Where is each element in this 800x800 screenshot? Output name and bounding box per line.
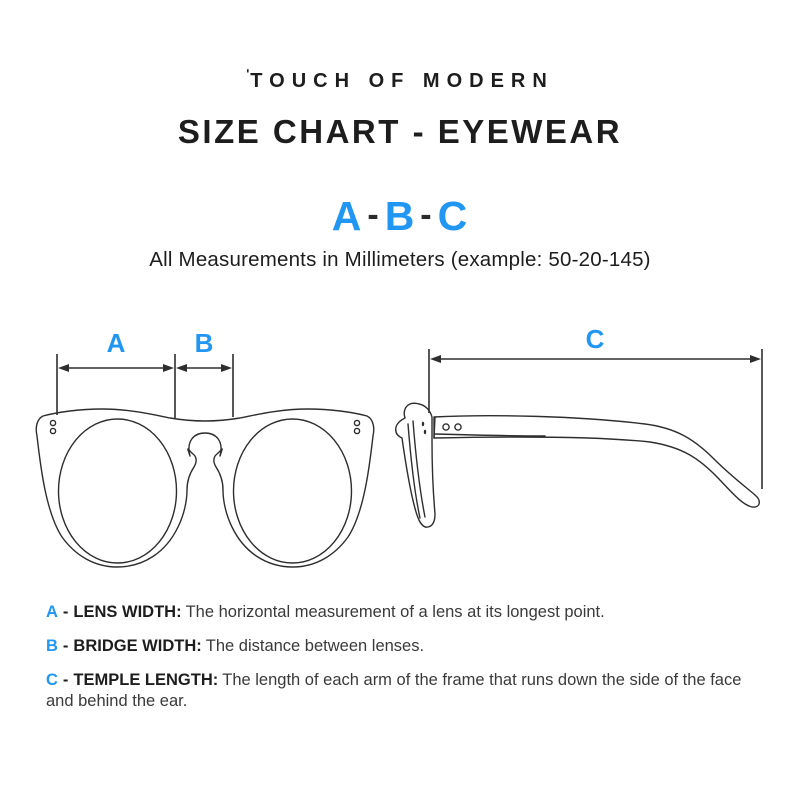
page-title: SIZE CHART - EYEWEAR bbox=[177, 113, 623, 150]
legend-term-lens-width: LENS WIDTH: bbox=[73, 603, 182, 621]
measurement-lines bbox=[57, 349, 762, 489]
glasses-front-view-drawing bbox=[36, 409, 374, 567]
formula-separator: - bbox=[367, 196, 380, 234]
legend-term-temple-length: TEMPLE LENGTH: bbox=[73, 671, 219, 689]
glasses-side-view-drawing bbox=[396, 403, 760, 527]
lens-width-label-a: A bbox=[106, 328, 126, 358]
brand-logo bbox=[0, 0, 800, 93]
formula-letter-b: B bbox=[384, 193, 416, 239]
legend-dash: - bbox=[62, 603, 69, 621]
legend-desc-temple-length: The length of each arm of the frame that runs down the side of the face and behind the ear. bbox=[46, 671, 742, 710]
legend-desc-bridge-width: The distance between lenses. bbox=[205, 637, 425, 655]
legend-desc-lens-width: The horizontal measurement of a lens at its longest point. bbox=[185, 603, 605, 621]
measurement-units-note: All Measurements in Millimeters (example: 50-20-145) bbox=[149, 248, 651, 271]
logo-tick-mark: ʹ bbox=[246, 66, 251, 81]
legend-item-lens-width bbox=[46, 602, 754, 623]
legend-letter-c: C bbox=[46, 671, 58, 689]
legend-item-temple-length bbox=[46, 670, 754, 712]
side-rivet-back bbox=[455, 424, 461, 430]
legend-dash: - bbox=[62, 671, 69, 689]
front-left-rivet-bottom bbox=[50, 428, 55, 433]
formula-letter-c: C bbox=[437, 193, 469, 239]
temple-length-label-c: C bbox=[585, 324, 605, 354]
legend-letter-b: B bbox=[46, 637, 58, 655]
formula-letter-a: A bbox=[331, 193, 363, 239]
bridge-width-label-b: B bbox=[194, 328, 214, 358]
legend-letter-a: A bbox=[46, 603, 58, 621]
front-right-rivet-bottom bbox=[354, 428, 359, 433]
measurement-arrowheads bbox=[58, 355, 761, 372]
front-right-rivet-top bbox=[354, 420, 359, 425]
front-left-rivet-top bbox=[50, 420, 55, 425]
side-rivet-front bbox=[443, 424, 449, 430]
formula-separator: - bbox=[420, 196, 433, 234]
legend-item-bridge-width bbox=[46, 636, 754, 657]
legend-term-bridge-width: BRIDGE WIDTH: bbox=[73, 637, 202, 655]
legend-dash: - bbox=[62, 637, 69, 655]
brand-logo-text: TOUCH OF MODERN bbox=[250, 70, 554, 92]
eyewear-diagram bbox=[0, 316, 800, 586]
measurement-formula bbox=[0, 193, 800, 240]
measurement-legend bbox=[46, 602, 754, 712]
